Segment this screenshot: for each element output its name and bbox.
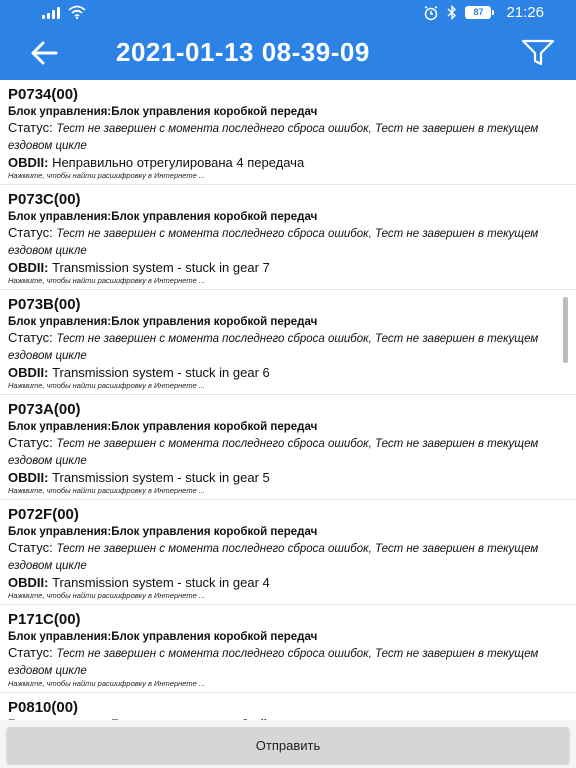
dtc-status (8, 120, 568, 154)
obd-description: Transmission system - stuck in gear 4 (52, 575, 270, 590)
dtc-ecu (8, 525, 568, 540)
dtc-row[interactable] (0, 693, 576, 720)
search-hint-link[interactable]: Нажмите, чтобы найти расшифровку в Интернете ... (8, 679, 206, 688)
ecu-label: Блок управления: (8, 211, 112, 223)
ecu-value: Блок управления коробкой передач (111, 106, 318, 118)
dtc-code: P171C(00) (8, 611, 81, 628)
obd-label: OBDII: (8, 365, 53, 380)
dtc-status (8, 330, 568, 364)
send-button[interactable]: Отправить (7, 727, 569, 763)
scrollbar[interactable] (563, 297, 568, 363)
obd-description: Transmission system - stuck in gear 7 (52, 260, 270, 275)
status-text: Тест не завершен с момента последнего сброса ошибок, Тест не завершен в текущем ездовом цикле (8, 228, 539, 257)
dtc-code: P073A(00) (8, 401, 81, 418)
dtc-obd (8, 469, 568, 486)
app-bar (0, 26, 576, 80)
ecu-label: Блок управления: (8, 526, 112, 538)
ecu-value: Блок управления коробкой передач (111, 211, 318, 223)
status-text: Тест не завершен с момента последнего сброса ошибок, Тест не завершен в текущем ездовом цикле (8, 438, 539, 467)
dtc-row[interactable] (0, 395, 576, 500)
ecu-label: Блок управления: (8, 106, 112, 118)
status-text: Тест не завершен с момента последнего сброса ошибок, Тест не завершен в текущем ездовом цикле (8, 543, 539, 572)
ecu-label: Блок управления: (8, 316, 112, 328)
ecu-value: Блок управления коробкой передач (111, 631, 318, 643)
back-arrow-icon (26, 38, 62, 68)
bottom-bar (0, 720, 576, 768)
search-hint-link[interactable]: Нажмите, чтобы найти расшифровку в Интернете ... (8, 381, 206, 390)
dtc-ecu (8, 630, 568, 645)
dtc-list (0, 80, 576, 720)
dtc-ecu (8, 105, 568, 120)
obd-label: OBDII: (8, 470, 53, 485)
header (0, 0, 576, 80)
status-label: Статус: (8, 645, 57, 660)
obd-description: Transmission system - stuck in gear 5 (52, 470, 270, 485)
ecu-value: Блок управления коробкой передач (111, 421, 318, 433)
dtc-status (8, 435, 568, 469)
page-title: 2021-01-13 08-39-09 (116, 37, 370, 67)
signal-icon (42, 7, 60, 19)
ecu-label: Блок управления: (8, 421, 112, 433)
search-hint-link[interactable]: Нажмите, чтобы найти расшифровку в Интернете ... (8, 591, 206, 600)
dtc-status (8, 540, 568, 574)
dtc-row[interactable] (0, 500, 576, 605)
filter-button[interactable] (520, 38, 556, 68)
ecu-label: Блок управления: (8, 631, 112, 643)
obd-description: Transmission system - stuck in gear 6 (52, 365, 270, 380)
filter-icon (520, 38, 556, 68)
dtc-row[interactable] (0, 185, 576, 290)
dtc-ecu (8, 420, 568, 435)
battery-level: 87 (465, 6, 491, 19)
dtc-ecu (8, 210, 568, 225)
search-hint-link[interactable]: Нажмите, чтобы найти расшифровку в Интернете ... (8, 171, 206, 180)
dtc-ecu (8, 315, 568, 330)
dtc-status (8, 225, 568, 259)
wifi-icon (68, 5, 86, 19)
dtc-code: P073B(00) (8, 296, 81, 313)
status-label: Статус: (8, 225, 57, 240)
dtc-obd (8, 364, 568, 381)
obd-label: OBDII: (8, 575, 53, 590)
alarm-icon (423, 5, 439, 21)
dtc-code: P073C(00) (8, 191, 81, 208)
back-button[interactable] (26, 38, 62, 68)
status-time: 21:26 (506, 4, 544, 21)
battery-icon (465, 6, 494, 19)
status-text: Тест не завершен с момента последнего сброса ошибок, Тест не завершен в текущем ездовом цикле (8, 123, 539, 152)
dtc-row[interactable] (0, 80, 576, 185)
dtc-status (8, 645, 568, 679)
ecu-value: Блок управления коробкой передач (111, 316, 318, 328)
dtc-obd (8, 154, 568, 171)
obd-description: Неправильно отрегулирована 4 передача (52, 155, 305, 170)
status-text: Тест не завершен с момента последнего сброса ошибок, Тест не завершен в текущем ездовом цикле (8, 648, 539, 677)
dtc-row[interactable] (0, 605, 576, 693)
status-label: Статус: (8, 330, 57, 345)
obd-label: OBDII: (8, 260, 53, 275)
dtc-code: P0810(00) (8, 699, 79, 716)
status-text: Тест не завершен с момента последнего сброса ошибок, Тест не завершен в текущем ездовом цикле (8, 333, 539, 362)
dtc-code: P072F(00) (8, 506, 79, 523)
dtc-obd (8, 574, 568, 591)
status-bar (0, 0, 576, 26)
dtc-code: P0734(00) (8, 86, 79, 103)
dtc-row[interactable] (0, 290, 576, 395)
search-hint-link[interactable]: Нажмите, чтобы найти расшифровку в Интернете ... (8, 486, 206, 495)
search-hint-link[interactable]: Нажмите, чтобы найти расшифровку в Интернете ... (8, 276, 206, 285)
ecu-value: Блок управления коробкой передач (111, 526, 318, 538)
status-label: Статус: (8, 435, 57, 450)
obd-label: OBDII: (8, 155, 53, 170)
status-label: Статус: (8, 120, 57, 135)
status-label: Статус: (8, 540, 57, 555)
bluetooth-icon (447, 5, 457, 20)
dtc-obd (8, 259, 568, 276)
